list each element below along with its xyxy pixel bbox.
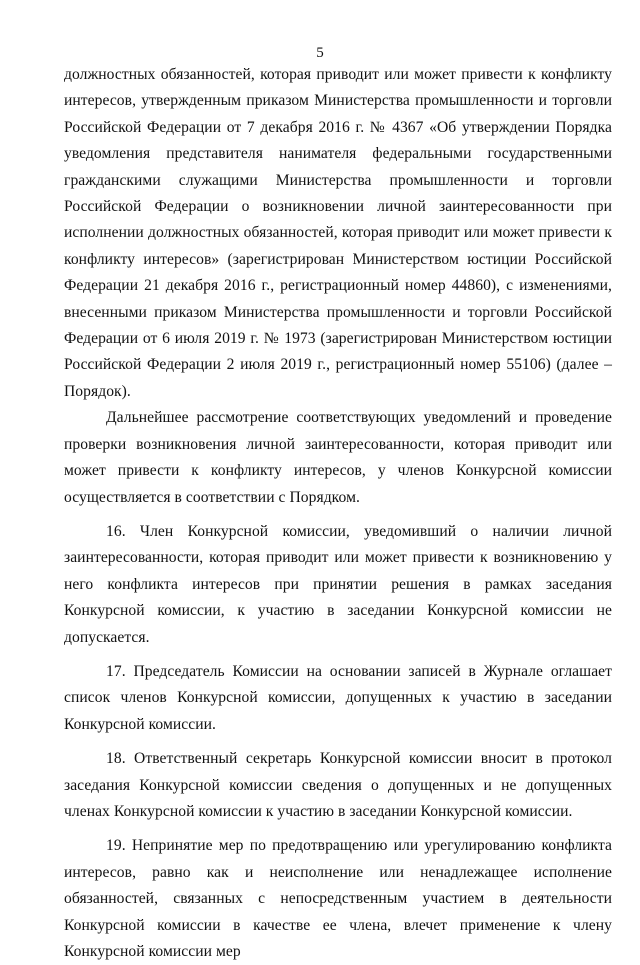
paragraph-notification-review: Дальнейшее рассмотрение соответствующих уведомлений и проведение проверки возникновения личной заинтересованности, которая приводит или может привести к конфликту интересов, у членов Конкурсной комиссии осуществляется в соответствии с Порядком.: [64, 409, 612, 506]
paragraph-continuation: должностных обязанностей, которая приводит или может привести к конфликту интересов, утвержденным приказом Министерства промышленности и торговли Российской Федерации от 7 декабря 2016 г. № 4367 «Об утверждении Порядка уведомления представителя нанимателя федеральными государственными гражданскими служащими Министерства промышленности и торговли Российской Федерации о возникновении личной заинтересованности при исполнении должностных обязанностей, которая приводит или может привести к конфликту интересов» (зарегистрирован Министерством юстиции Российской Федерации 21 декабря 2016 г., регистрационный номер 44860), с изменениями, внесенными приказом Министерства промышленности и торговли Российской Федерации от 6 июля 2019 г. № 1973 (зарегистрирован Министерством юстиции Российской Федерации 2 июля 2019 г., регистрационный номер 55106) (далее – Порядок).: [64, 66, 612, 400]
paragraph-item-18: 18. Ответственный секретарь Конкурсной комиссии вносит в протокол заседания Конкурсной комиссии сведения о допущенных и не допущенных членах Конкурсной комиссии к участию в заседании Конкурсной комиссии.: [64, 750, 612, 820]
paragraph-item-17: 17. Председатель Комиссии на основании записей в Журнале оглашает список членов Конкурсной комиссии, допущенных к участию в заседании Конкурсной комиссии.: [64, 662, 612, 733]
page-number: 5: [316, 45, 324, 61]
document-body: [64, 62, 612, 965]
paragraph-item-16: 16. Член Конкурсной комиссии, уведомивший о наличии личной заинтересованности, которая приводит или может привести к возникновению у него конфликта интересов при принятии решения в рамках заседания Конкурсной комиссии, к участию в заседании Конкурсной комиссии не допускается.: [64, 522, 612, 646]
paragraph-item-19: 19. Непринятие мер по предотвращению или урегулированию конфликта интересов, равно как и неисполнение или ненадлежащее исполнение обязанностей, связанных с непосредственным участием в деятельности Конкурсной комиссии в качестве ее члена, влечет применение к члену Конкурсной комиссии мер: [64, 837, 612, 960]
